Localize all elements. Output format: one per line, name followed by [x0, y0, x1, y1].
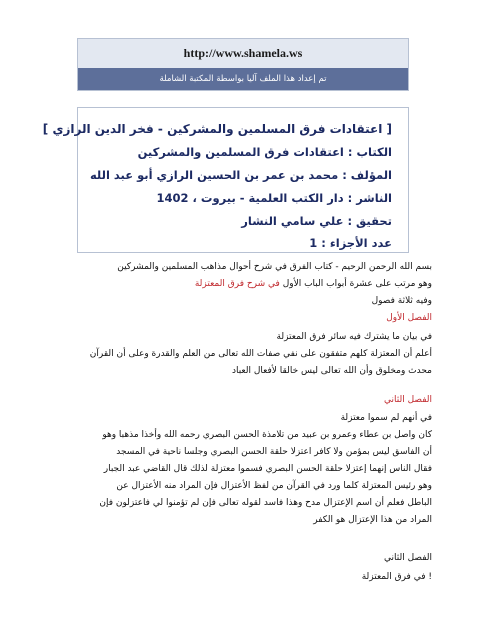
book-publisher: الناشر : دار الكتب العلمية - بيروت ، 1402 — [156, 191, 392, 205]
source-url[interactable]: http://www.shamela.ws — [78, 39, 408, 68]
book-title: [ اعتقادات فرق المسلمين والمشركين - فخر الدين الرازي ] — [42, 122, 392, 136]
arrangement-line — [40, 279, 432, 289]
book-name: الكتاب : اعتقادات فرق المسلمين والمشركين — [137, 145, 392, 159]
source-banner — [77, 38, 409, 91]
book-parts: عدد الأجزاء : 1 — [309, 236, 392, 250]
chapter2-title: الفصل الثاني — [384, 395, 432, 405]
chapter1-line: محدث ومخلوق وأن الله تعالى ليس خالقا لأفعال العباد — [231, 366, 432, 376]
chapter1-line: في بيان ما يشترك فيه سائر فرق المعتزلة — [276, 332, 432, 342]
arrangement-text: وهو مرتب على عشرة أبواب الباب الأول — [279, 279, 432, 289]
chapter2-line: فقال الناس إنهما إعتزلا حلقة الحسن البصري فسموا معتزلة لذلك قال القاضي عبد الجبار — [103, 464, 432, 474]
chapter1-title: الفصل الأول — [386, 313, 432, 323]
chapter2-line: في أنهم لم سموا معتزلة — [340, 413, 432, 423]
chapter2-line: أن الفاسق ليس بمؤمن ولا كافر اعتزلا حلقة الحسن البصري وجلسا ناحية في المسجد — [116, 447, 432, 457]
source-note: تم إعداد هذا الملف آليا بواسطة المكتبة الشاملة — [78, 68, 408, 90]
book-metadata-box — [42, 107, 409, 253]
chapter2-line: كان واصل بن عطاء وعمرو بن عبيد من تلامذة الحسن البصري رحمه الله وأخذا مذهبا وهو — [102, 430, 432, 440]
chapter2-line: الباطل فعلم أن اسم الإعتزال مدح وهذا فاسد لقوله تعالى فإن لم تؤمنوا لي فاعتزلون فإن — [99, 498, 432, 508]
basmala-line: بسم الله الرحمن الرحيم - كتاب الفرق في شرح أحوال مذاهب المسلمين والمشركين — [117, 262, 432, 272]
chapter1-line: أعلم أن المعتزلة كلهم متفقون على نفي صفات الله تعالى من العلم والقدرة وعلى أن القرآن — [89, 349, 432, 359]
chapter3-line: ! في فرق المعتزلة — [361, 572, 432, 582]
book-author: المؤلف : محمد بن عمر بن الحسين الرازي أبو عبد الله — [89, 168, 392, 182]
sections-count-line: وفيه ثلاثة فصول — [371, 296, 432, 306]
chapter2-line: وهو رئيس المعتزلة كلما ورد في القرآن من لفظ الأعتزال فإن المراد منه الأعتزال عن — [116, 481, 432, 491]
book-editor: تحقيق : علي سامي النشار — [241, 214, 392, 228]
chapter3-title: الفصل الثاني — [384, 553, 432, 563]
chapter2-line: المراد من هذا الإعتزال هو الكفر — [313, 515, 432, 525]
arrangement-chapter-link: في شرح فرق المعتزلة — [194, 279, 280, 289]
